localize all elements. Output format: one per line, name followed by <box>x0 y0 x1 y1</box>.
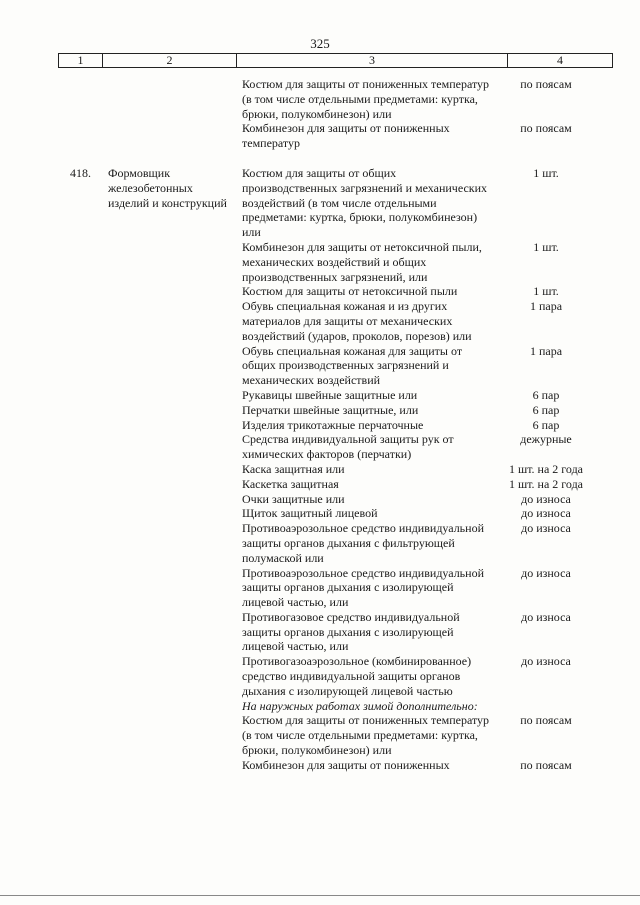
table-row <box>0 388 640 403</box>
issue-norm: до износа <box>521 609 571 624</box>
issue-norm: 1 пара <box>529 299 563 314</box>
issue-norm: до износа <box>521 654 571 669</box>
ppe-item: Костюм для защиты от пониженных температур (в том числе отдельными предметами: куртка, брюки, полукомбинезон) или <box>242 77 490 121</box>
column-header-2: 2 <box>103 54 237 67</box>
table-row <box>0 506 640 521</box>
ppe-item: Противоаэрозольное средство индивидуальной защиты органов дыхания с изолирующей лицевой частью, или <box>242 565 484 610</box>
table-row <box>0 240 640 284</box>
table-row <box>0 432 640 462</box>
ppe-item: Каска защитная или <box>242 461 345 476</box>
table-row <box>0 403 640 418</box>
table-row <box>0 654 640 698</box>
table-row <box>0 77 640 121</box>
profession-name: Формовщик железобетонных изделий и конструкций <box>108 165 227 210</box>
issue-norm: до износа <box>521 491 571 506</box>
table-row <box>0 418 640 433</box>
page-bottom-edge <box>0 895 640 896</box>
table-row <box>0 610 640 654</box>
column-header-4: 4 <box>557 53 563 67</box>
issue-norm: 1 шт. <box>533 284 559 299</box>
issue-norm: 1 шт. <box>533 239 559 254</box>
table-row <box>0 477 640 492</box>
issue-norm: до износа <box>521 565 571 580</box>
issue-norm: по поясам <box>520 713 572 728</box>
ppe-item: Противогазовое средство индивидуальной защиты органов дыхания с изолирующей лицевой частью, или <box>242 609 460 654</box>
ppe-item: Очки защитные или <box>242 491 345 506</box>
ppe-item: Рукавицы швейные защитные или <box>242 387 418 402</box>
ppe-item: Костюм для защиты от общих производственных загрязнений и механических воздействий (в том числе отдельными предметами: куртка, брюки, полукомбинезон) или <box>242 165 488 240</box>
table-row <box>0 521 640 565</box>
issue-norm: по поясам <box>520 77 572 91</box>
table-row <box>0 492 640 507</box>
table-row <box>0 758 640 773</box>
ppe-item: Каскетка защитная <box>242 476 339 491</box>
table-row <box>0 166 640 240</box>
page-number: 325 <box>310 36 330 51</box>
table-row <box>0 713 640 757</box>
ppe-item: Комбинезон для защиты от нетоксичной пыли, механических воздействий и общих производственных загрязнений, или <box>242 239 482 284</box>
winter-note: На наружных работах зимой дополнительно: <box>242 698 478 713</box>
table-row <box>0 284 640 299</box>
entry-number: 418. <box>70 165 91 180</box>
ppe-item: Комбинезон для защиты от пониженных температур <box>242 121 450 151</box>
table-row <box>0 699 640 714</box>
issue-norm: по поясам <box>520 757 572 772</box>
issue-norm: до износа <box>521 506 571 521</box>
issue-norm: 6 пар <box>532 387 560 402</box>
issue-norm: дежурные <box>520 432 572 447</box>
column-header-1: 1 <box>59 54 103 67</box>
column-header-3: 3 <box>237 54 508 67</box>
ppe-item: Костюм для защиты от нетоксичной пыли <box>242 284 458 299</box>
entry-418 <box>0 166 640 773</box>
ppe-item: Обувь специальная кожаная и из других материалов для защиты от механических воздействий (ударов, проколов, порезов) или <box>242 299 472 343</box>
issue-norm: 1 пара <box>529 343 563 358</box>
ppe-item: Противоаэрозольное средство индивидуальной защиты органов дыхания с фильтрующей полумаской или <box>242 521 484 565</box>
table-row <box>0 344 640 388</box>
ppe-item: Изделия трикотажные перчаточные <box>242 417 424 432</box>
ppe-item: Комбинезон для защиты от пониженных <box>242 757 450 772</box>
table-row <box>0 299 640 343</box>
issue-norm: 1 шт. на 2 года <box>508 476 584 491</box>
ppe-item: Перчатки швейные защитные, или <box>242 402 419 417</box>
ppe-item: Средства индивидуальной защиты рук от химических факторов (перчатки) <box>242 432 454 462</box>
issue-norm: по поясам <box>520 121 572 136</box>
ppe-item: Костюм для защиты от пониженных температур (в том числе отдельными предметами: куртка, брюки, полукомбинезон) или <box>242 713 490 758</box>
ppe-item: Щиток защитный лицевой <box>242 506 378 521</box>
issue-norm: до износа <box>521 521 571 536</box>
issue-norm: 6 пар <box>532 402 560 417</box>
table-row <box>0 566 640 610</box>
table-body <box>0 77 640 773</box>
table-row <box>0 462 640 477</box>
issue-norm: 6 пар <box>532 417 560 432</box>
issue-norm: 1 шт. <box>533 165 559 180</box>
ppe-item: Противогазоаэрозольное (комбинированное) средство индивидуальной защиты органов дыхания с изолирующей лицевой частью <box>242 654 472 698</box>
issue-norm: 1 шт. на 2 года <box>508 461 584 476</box>
table-row <box>0 121 640 151</box>
table-header <box>58 53 613 68</box>
ppe-item: Обувь специальная кожаная для защиты от общих производственных загрязнений и механических воздействий <box>242 343 463 388</box>
